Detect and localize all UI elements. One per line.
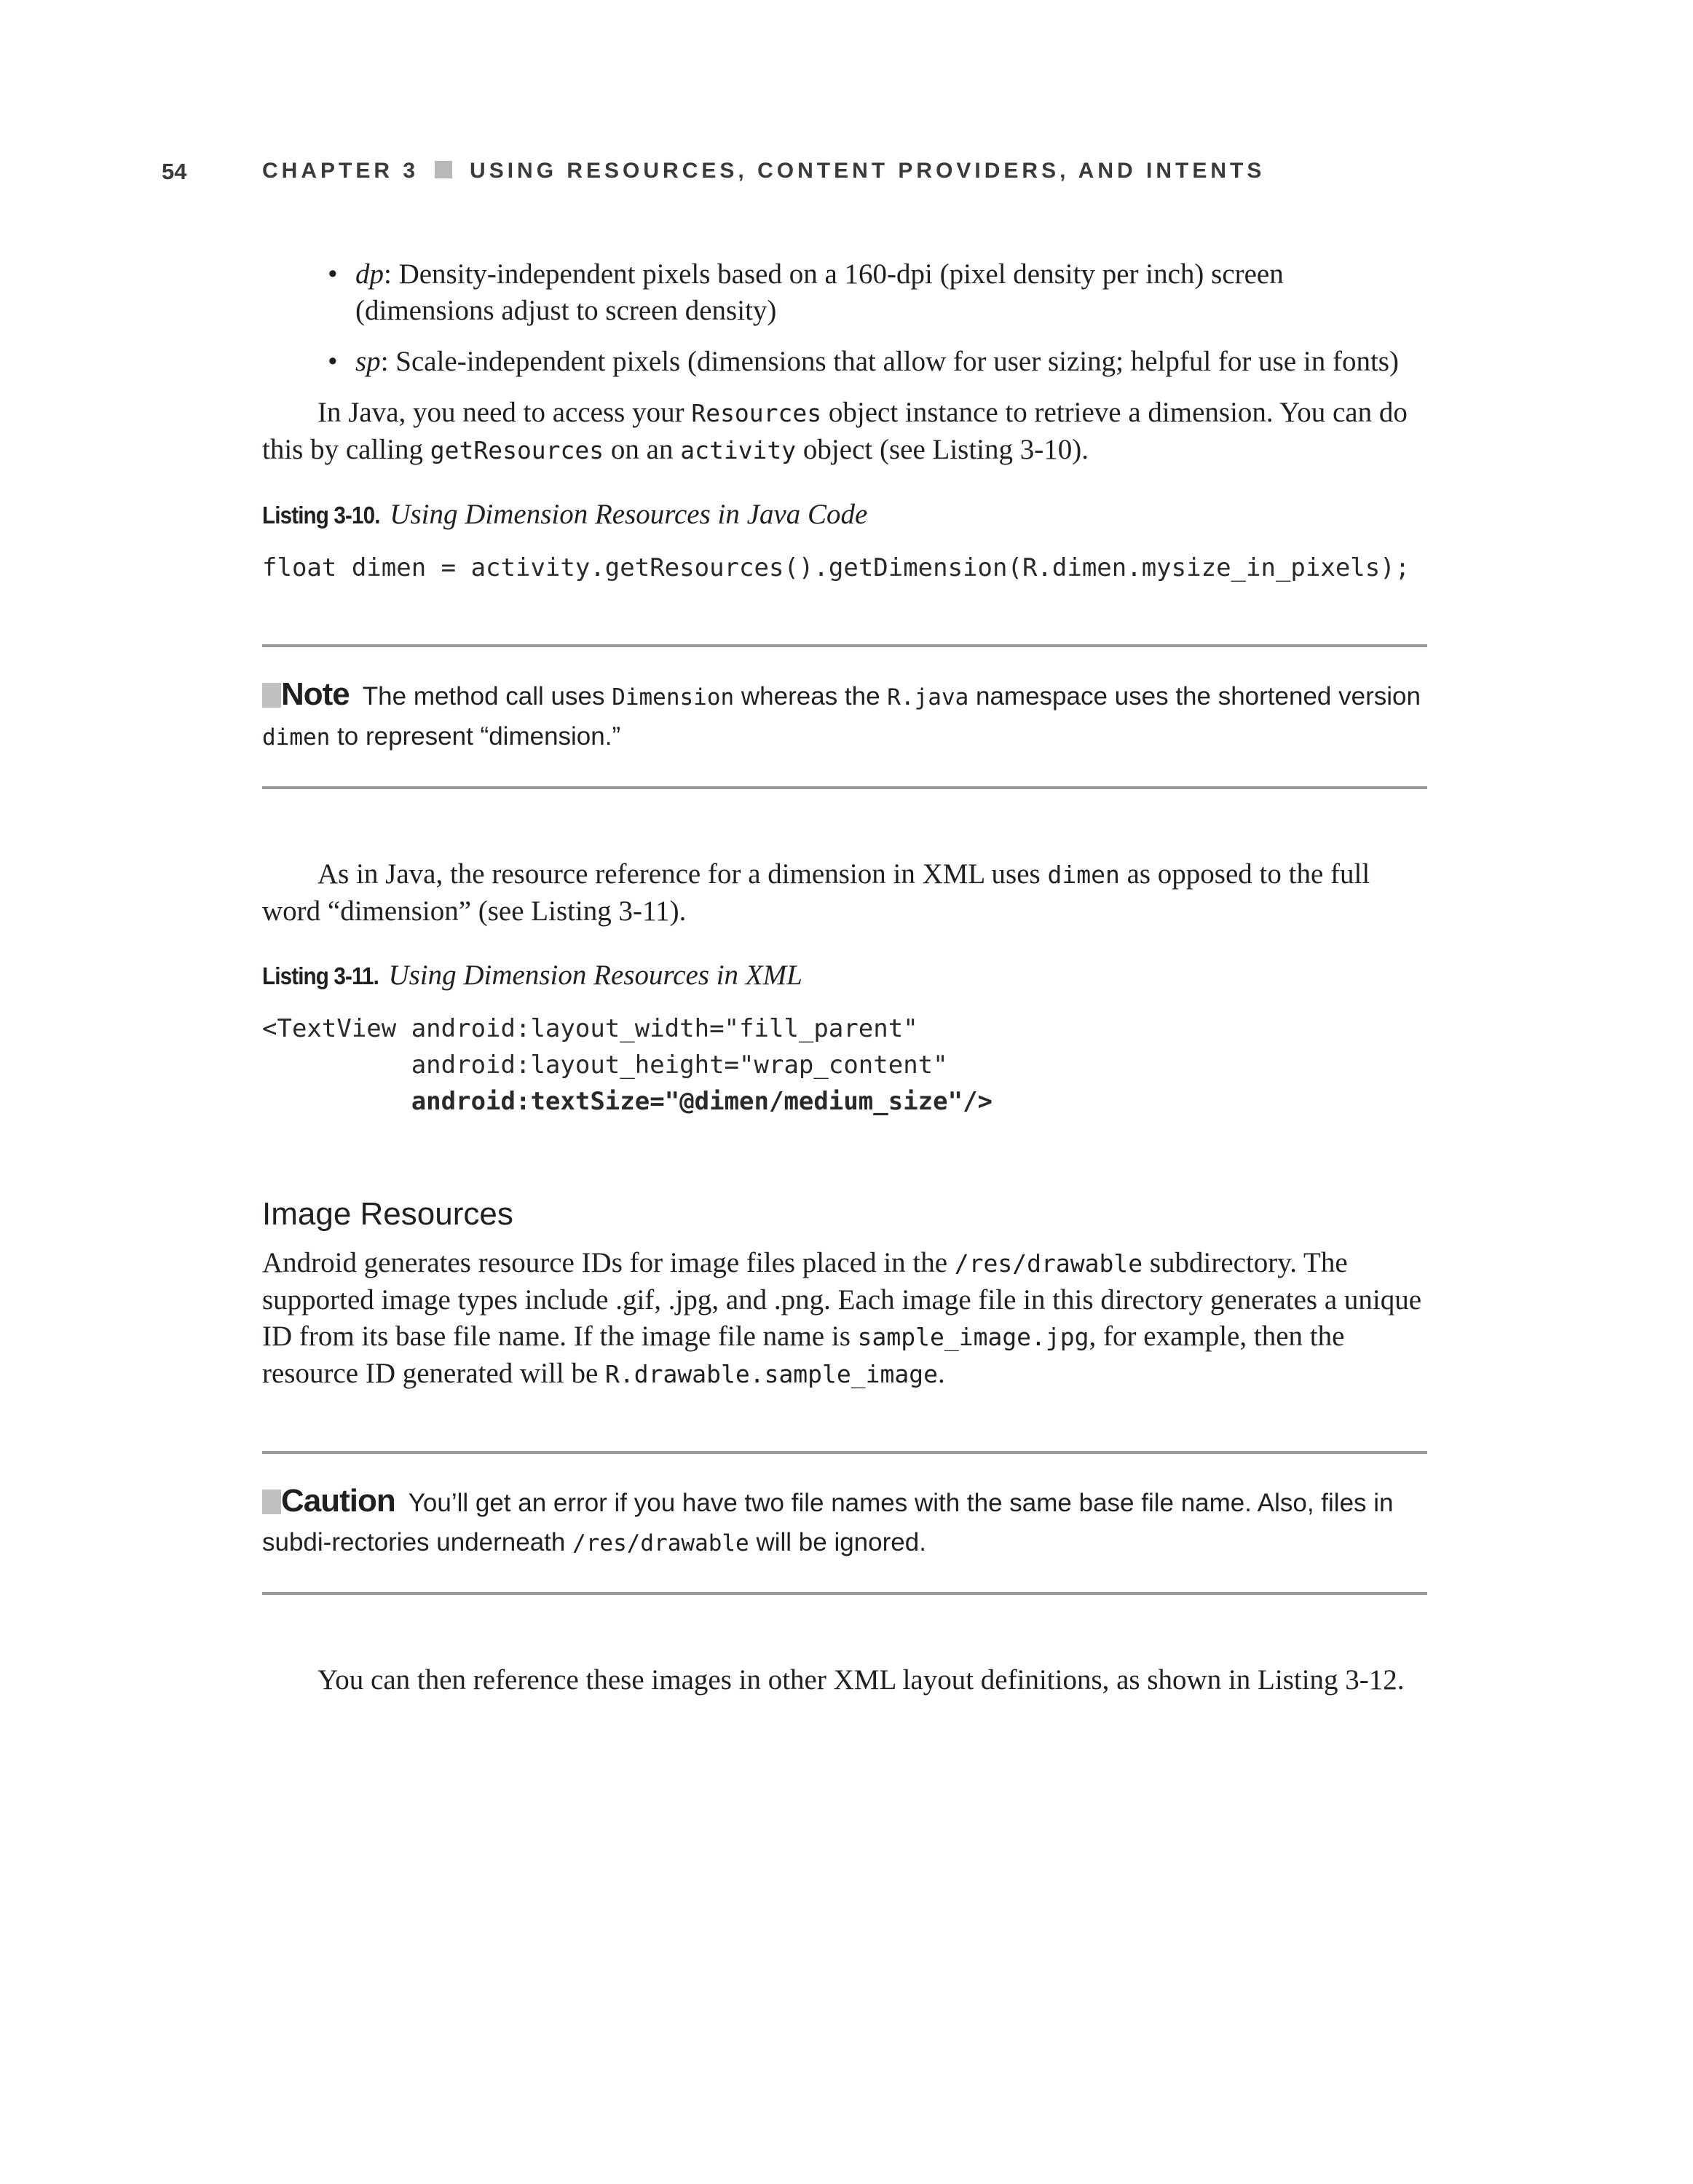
section-heading: Image Resources (262, 1196, 513, 1232)
running-header (0, 159, 1693, 192)
unit-list (262, 256, 1427, 380)
inline-code: Resources (691, 399, 822, 427)
code-listing: float dimen = activity.getResources().getDimension(R.dimen.mysize_in_pixels); (262, 553, 1410, 582)
chapter-label: CHAPTER 3 (262, 159, 419, 183)
listing-label: Listing 3-11. (262, 962, 379, 989)
inline-code: dimen (1047, 860, 1120, 889)
inline-code: sample_image.jpg (857, 1323, 1089, 1351)
inline-code: dimen (262, 724, 331, 751)
list-item (262, 256, 1427, 329)
caution-label: Caution (281, 1483, 395, 1519)
term-sp: sp (355, 346, 381, 377)
inline-code: /res/drawable (572, 1530, 749, 1556)
term-description: : Density-independent pixels based on a 160-dpi (pixel density per inch) screen (dimensions adjust to screen density) (355, 258, 1284, 326)
caution-callout: Caution You’ll get an error if you have two file names with the same base file name. Also, files in subdi-rectories underneath /res/drawable will be ignored. (262, 1451, 1427, 1595)
chapter-title (262, 159, 1265, 183)
inline-code: Dimension (612, 684, 735, 711)
listing-caption (262, 957, 1427, 994)
inline-code: /res/drawable (954, 1249, 1143, 1278)
listing-title: Using Dimension Resources in Java Code (390, 499, 868, 530)
bullet-icon: • (328, 258, 338, 290)
inline-code: activity (680, 436, 797, 464)
bullet-icon: • (328, 346, 338, 377)
note-label: Note (281, 676, 350, 712)
listing-title: Using Dimension Resources in XML (388, 960, 802, 991)
list-item (262, 344, 1427, 380)
chapter-name: USING RESOURCES, CONTENT PROVIDERS, AND INTENTS (470, 159, 1266, 183)
paragraph-reference-images: You can then reference these images in other XML layout definitions, as shown in Listing 3-12. (317, 1664, 1405, 1696)
code-line-highlight: android:textSize="@dimen/medium_size"/> (411, 1087, 993, 1116)
paragraph-image-resources: Android generates resource IDs for image files placed in the /res/drawable subdirectory. The supported image types include .gif, .jpg, and .png. Each image file in this directory generates a unique ID from its base file name. If the image file name is sample_image.jpg, for example, then the resource ID generated will be R.drawable.sample_image. (262, 1247, 1422, 1389)
header-square-icon (435, 161, 452, 178)
page-body (262, 256, 1427, 1698)
inline-code: getResources (430, 436, 604, 464)
listing-label: Listing 3-10. (262, 502, 380, 529)
note-callout: Note The method call uses Dimension whereas the R.java namespace uses the shortened version dimen to represent “dimension.” (262, 644, 1427, 789)
code-listing (262, 1010, 1427, 1120)
paragraph-java-dimension: In Java, you need to access your Resources object instance to retrieve a dimension. You can do this by calling getResources on an activity object (see Listing 3-10). (262, 397, 1408, 465)
page-number: 54 (162, 159, 187, 184)
caution-square-icon (262, 1489, 281, 1514)
inline-code: R.drawable.sample_image (605, 1360, 938, 1388)
code-line: <TextView android:layout_width="fill_parent" (262, 1014, 918, 1043)
code-line: android:layout_height="wrap_content" (262, 1051, 948, 1080)
listing-caption (262, 496, 1427, 534)
term-description: : Scale-independent pixels (dimensions that allow for user sizing; helpful for use in fonts) (380, 346, 1399, 377)
term-dp: dp (355, 258, 384, 290)
paragraph-xml-dimension: As in Java, the resource reference for a dimension in XML uses dimen as opposed to the full word “dimension” (see Listing 3-11). (262, 858, 1370, 927)
note-square-icon (262, 683, 281, 708)
inline-code: R.java (887, 684, 969, 711)
